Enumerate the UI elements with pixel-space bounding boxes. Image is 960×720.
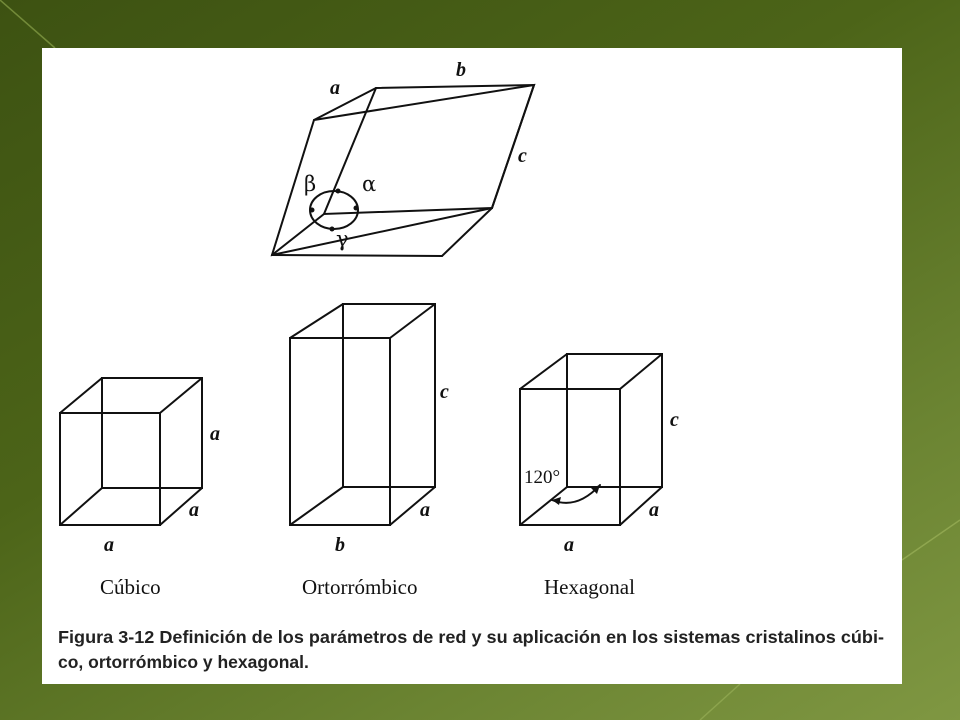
cubic-label-height: a — [210, 423, 220, 445]
angle-label-alpha: α — [362, 172, 377, 196]
cubic-cell — [60, 378, 220, 599]
crystal-lattice-diagram — [42, 48, 902, 684]
orthorhombic-cell — [290, 304, 449, 599]
orthorhombic-label-width: b — [335, 534, 345, 556]
orthorhombic-label-height: c — [440, 381, 449, 403]
angle-label-gamma: γ — [336, 227, 349, 251]
cubic-name: Cúbico — [100, 575, 161, 599]
hexagonal-angle-label: 120° — [524, 467, 561, 488]
figure-caption-line2: co, ortorrómbico y hexagonal. — [58, 652, 309, 672]
figure-caption-line1: Figura 3-12 Definición de los parámetros de red y su aplicación en los sistemas cristalinos cúbi- — [58, 627, 885, 647]
triclinic-cell — [272, 59, 534, 256]
hexagonal-label-height: c — [670, 409, 679, 431]
orthorhombic-label-depth: a — [420, 499, 430, 521]
orthorhombic-name: Ortorrómbico — [302, 575, 418, 599]
triclinic-label-b: b — [456, 59, 466, 81]
angle-label-beta: β — [304, 172, 317, 196]
figure-panel — [42, 48, 902, 684]
hexagonal-label-depth: a — [649, 499, 659, 521]
triclinic-label-c: c — [518, 145, 527, 167]
hexagonal-cell — [520, 354, 679, 599]
cubic-label-depth: a — [189, 499, 199, 521]
hexagonal-name: Hexagonal — [544, 575, 635, 599]
triclinic-label-a: a — [330, 77, 340, 99]
cubic-label-width: a — [104, 534, 114, 556]
hexagonal-label-width: a — [564, 534, 574, 556]
